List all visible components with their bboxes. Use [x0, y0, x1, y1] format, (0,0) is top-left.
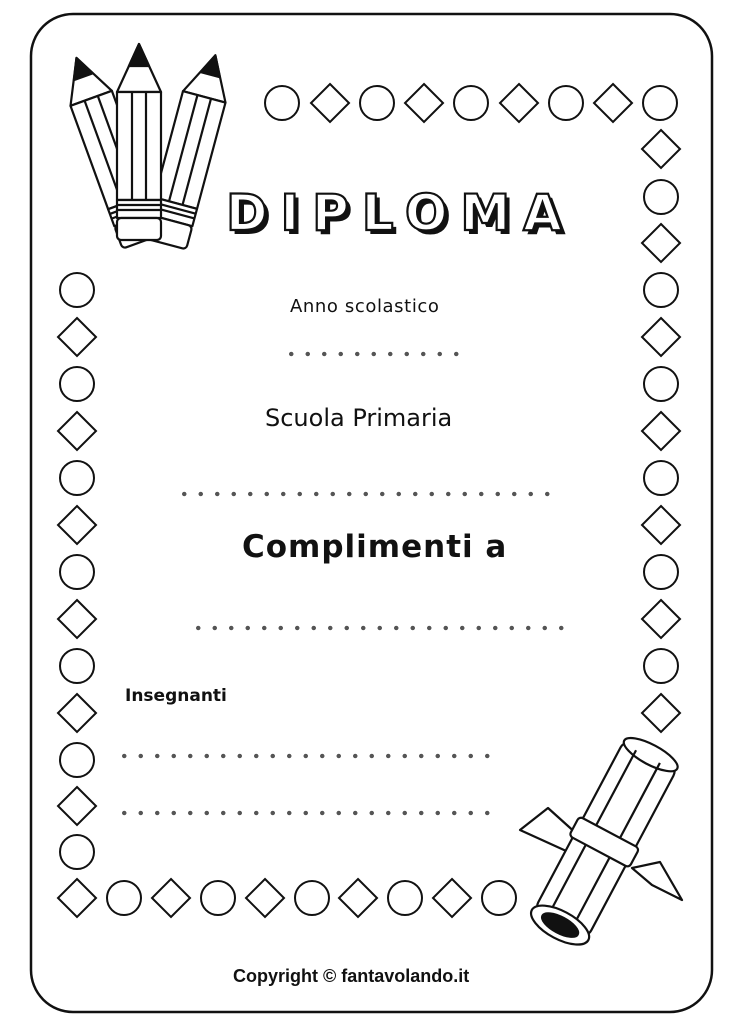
- school-year-blank: [283, 351, 466, 357]
- diamond-icon: [152, 879, 190, 917]
- diamond-icon: [642, 600, 680, 638]
- diamond-icon: [58, 787, 96, 825]
- diamond-icon: [433, 879, 471, 917]
- circle-icon: [107, 881, 141, 915]
- circle-icon: [60, 367, 94, 401]
- circle-icon: [549, 86, 583, 120]
- diamond-icon: [58, 694, 96, 732]
- school-name-blank: [176, 491, 556, 497]
- diamond-icon: [500, 84, 538, 122]
- diamond-icon: [642, 224, 680, 262]
- copyright-text: Copyright © fantavolando.it: [233, 966, 470, 986]
- circle-icon: [360, 86, 394, 120]
- circle-icon: [265, 86, 299, 120]
- teachers-label: Insegnanti: [125, 686, 227, 706]
- circle-icon: [644, 461, 678, 495]
- circle-icon: [644, 367, 678, 401]
- circle-icon: [644, 273, 678, 307]
- diamond-icon: [642, 130, 680, 168]
- diamond-icon: [311, 84, 349, 122]
- teacher-signature-blank-2: [116, 810, 497, 816]
- pencils-icon: [56, 44, 237, 249]
- diamond-icon: [58, 318, 96, 356]
- diamond-icon: [405, 84, 443, 122]
- circle-icon: [60, 835, 94, 869]
- diamond-icon: [642, 694, 680, 732]
- diamond-icon: [339, 879, 377, 917]
- circle-icon: [388, 881, 422, 915]
- circle-icon: [644, 180, 678, 214]
- diamond-icon: [58, 600, 96, 638]
- school-year-label: Anno scolastico: [290, 296, 440, 317]
- congratulations-heading: Complimenti a: [242, 529, 508, 565]
- circle-icon: [644, 649, 678, 683]
- diamond-icon: [642, 506, 680, 544]
- diamond-icon: [58, 879, 96, 917]
- circle-icon: [482, 881, 516, 915]
- circle-icon: [60, 743, 94, 777]
- circle-icon: [454, 86, 488, 120]
- teacher-signature-blank-1: [116, 753, 497, 759]
- diamond-icon: [642, 318, 680, 356]
- circle-icon: [60, 461, 94, 495]
- diamond-icon: [58, 412, 96, 450]
- diamond-icon: [246, 879, 284, 917]
- circle-icon: [201, 881, 235, 915]
- circle-icon: [643, 86, 677, 120]
- school-name: Scuola Primaria: [265, 404, 453, 432]
- circle-icon: [60, 555, 94, 589]
- diamond-icon: [58, 506, 96, 544]
- diamond-icon: [642, 412, 680, 450]
- circle-icon: [295, 881, 329, 915]
- diploma-title: DIPLOMA: [226, 184, 575, 242]
- diploma-scroll-icon: [520, 730, 685, 954]
- circle-icon: [60, 273, 94, 307]
- circle-icon: [644, 555, 678, 589]
- diamond-icon: [594, 84, 632, 122]
- circle-icon: [60, 649, 94, 683]
- student-name-blank: [190, 625, 568, 631]
